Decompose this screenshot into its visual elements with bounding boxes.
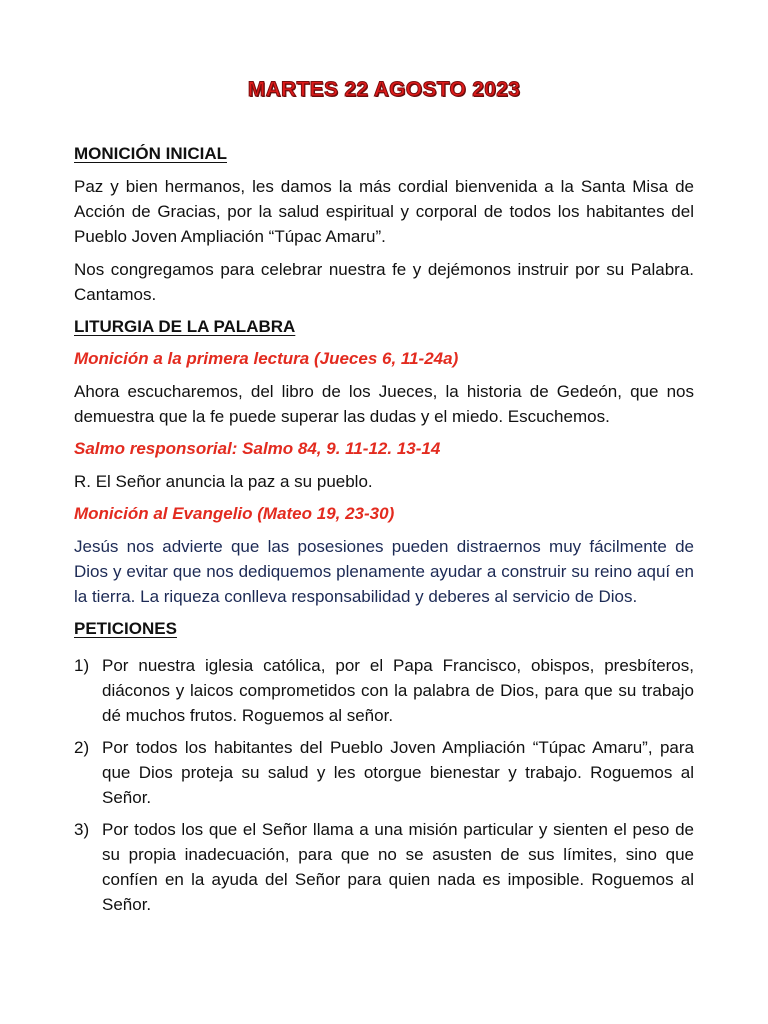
list-item <box>74 817 694 917</box>
peticiones-heading: PETICIONES <box>74 619 177 638</box>
primera-lectura-text: Ahora escucharemos, del libro de los Jueces, la historia de Gedeón, que nos demuestra que la fe puede superar las dudas y el miedo. Escuchemos. <box>74 382 694 426</box>
monicion-inicial-text-a: Paz y bien hermanos, les damos la más cordial bienvenida a la Santa Misa de Acción de Gracias, por la salud espiritual y corporal de todos los <box>74 177 694 221</box>
document-page <box>74 0 694 1024</box>
monicion-inicial-heading: MONICIÓN INICIAL <box>74 144 227 163</box>
list-item-number: 3) <box>74 820 90 839</box>
monicion-inicial-paragraph-2: Nos congregamos para celebrar nuestra fe y dejémonos instruir por su Palabra. Cantamos. <box>74 260 694 304</box>
list-item-number: 1) <box>74 656 90 675</box>
list-item-text-a: Por todos los habitantes del Pueblo Joven Ampliación “ <box>102 738 539 757</box>
list-item <box>74 735 694 810</box>
salmo-heading: Salmo responsorial: Salmo 84, 9. 11-12. 13-14 <box>74 439 441 458</box>
list-item-number: 2) <box>74 738 90 757</box>
list-item-text: Por nuestra iglesia católica, por el Papa Francisco, obispos, presbíteros, diáconos y laicos comprometidos con la palabra de Dios, para que su trabajo dé muchos frutos. Roguemos al señor. <box>102 656 694 725</box>
list-item-text-c: ”, para que Dios proteja su salud y les otorgue bienestar y trabajo. Roguemos al Señor. <box>102 738 694 807</box>
monicion-inicial-paragraph-1 <box>74 174 694 249</box>
document-body <box>74 142 694 924</box>
list-item-text-b: Túpac Amaru <box>538 738 643 757</box>
monicion-inicial-text-b: habitantes del Pueblo Joven Ampliación “Túpac Amaru”. <box>74 202 694 246</box>
evangelio-text: Jesús nos advierte que las posesiones pueden distraernos muy fácilmente de Dios y evitar que nos dediquemos plenamente ayudar a construir su reino aquí en la tierra. La riqueza conlleva responsabilidad y deberes al servicio de Dios. <box>74 537 694 606</box>
page-title: MARTES 22 AGOSTO 2023 <box>247 78 521 101</box>
evangelio-heading: Monición al Evangelio (Mateo 19, 23-30) <box>74 504 395 523</box>
primera-lectura-heading: Monición a la primera lectura (Jueces 6, 11-24a) <box>74 349 459 368</box>
liturgia-heading: LITURGIA DE LA PALABRA <box>74 317 296 336</box>
peticiones-list <box>74 653 694 917</box>
list-item <box>74 653 694 728</box>
list-item-text: Por todos los que el Señor llama a una misión particular y sienten el peso de su propia inadecuación, para que no se asusten de sus límites, sino que confíen en la ayuda del Señor para quien nada es imposible. Roguemos al Señor. <box>102 820 694 914</box>
salmo-text: R. El Señor anuncia la paz a su pueblo. <box>74 472 373 491</box>
